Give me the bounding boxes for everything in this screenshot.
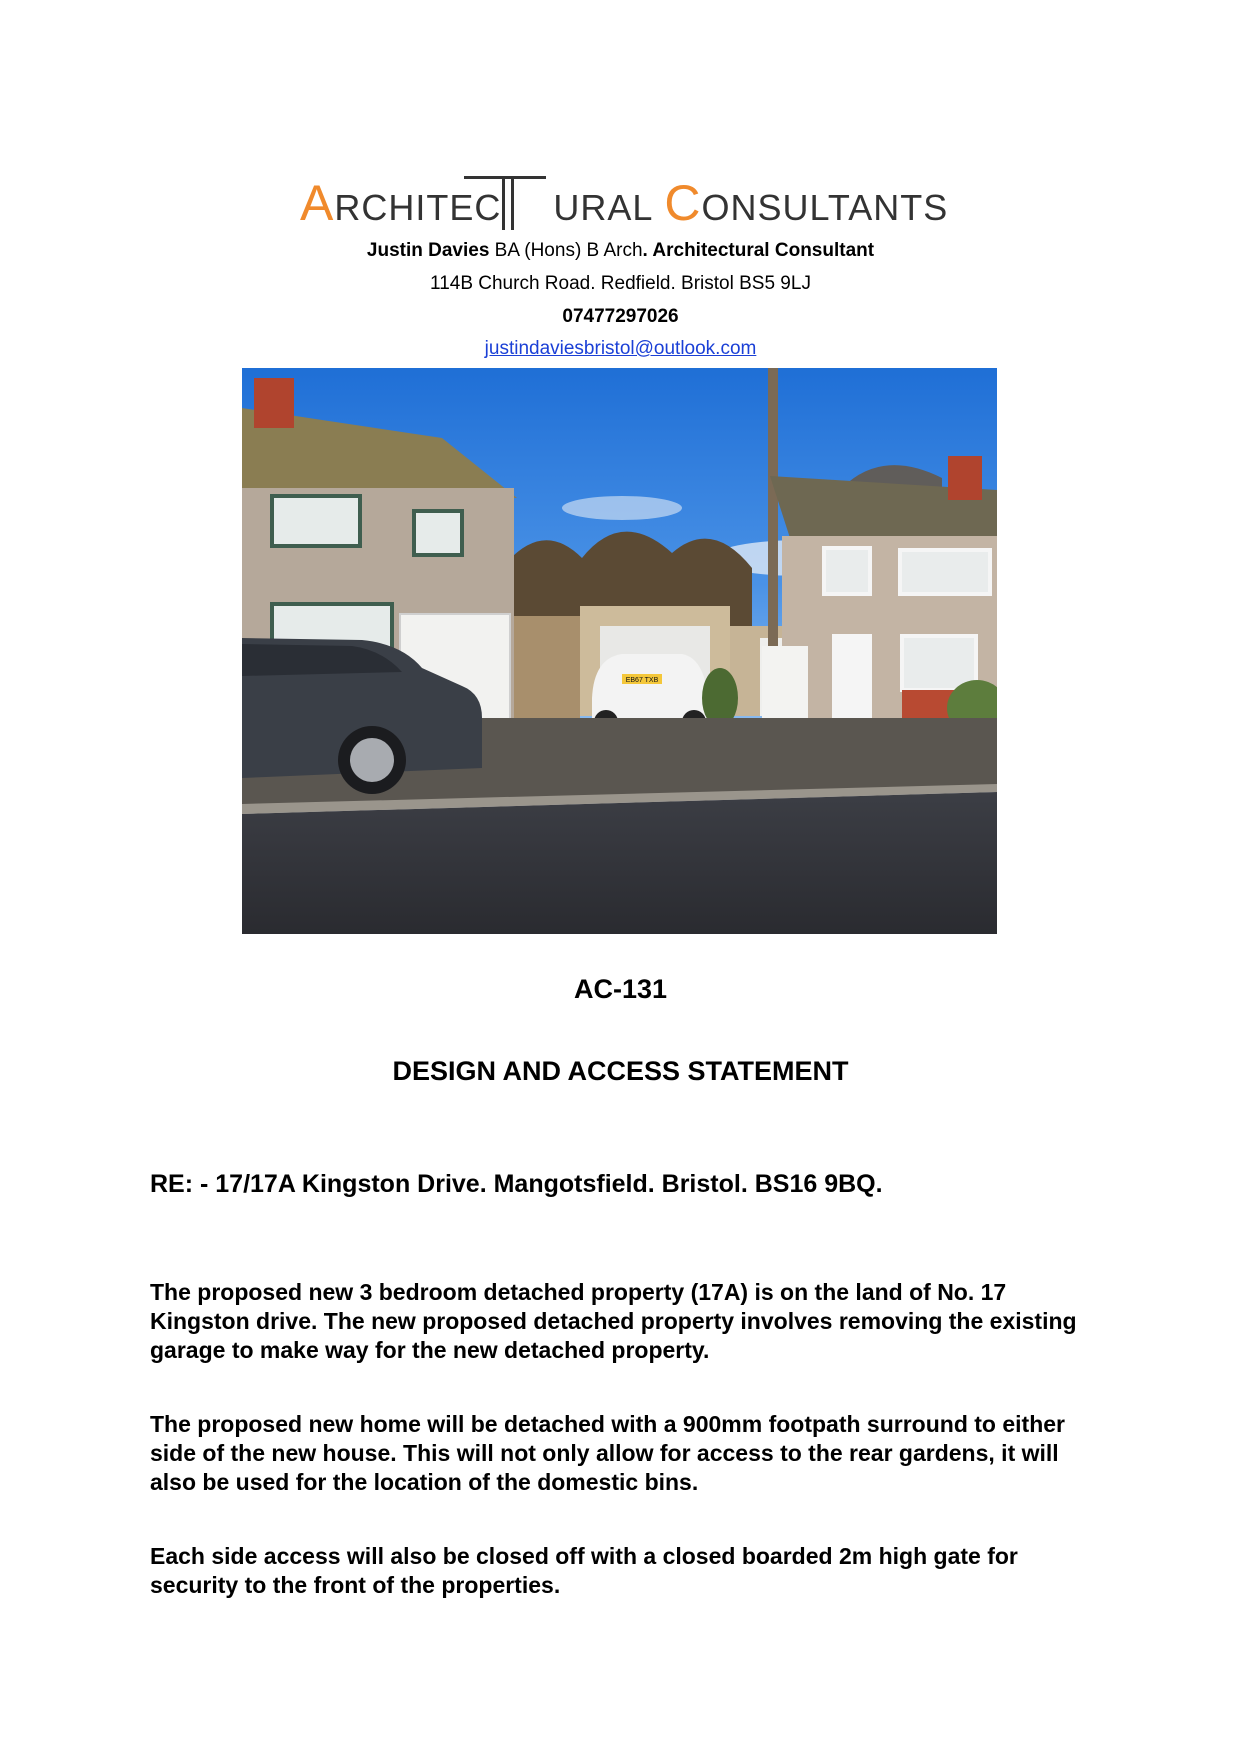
right-window-upper-left xyxy=(824,548,870,594)
header-phone: 07477297026 xyxy=(562,306,679,327)
logo-letter-a: A xyxy=(300,175,335,231)
right-garage-door xyxy=(762,646,808,730)
header-name-line xyxy=(0,240,1241,262)
header-email-line xyxy=(0,338,1241,360)
road xyxy=(242,792,997,934)
site-photo xyxy=(242,368,997,934)
logo-t-stem-left xyxy=(502,176,505,230)
site-photo-illustration xyxy=(242,368,997,934)
right-chimney xyxy=(948,456,982,500)
document-title: DESIGN AND ACCESS STATEMENT xyxy=(392,1056,849,1086)
dark-car-rim xyxy=(350,738,394,782)
left-window-side xyxy=(414,511,462,555)
logo-wordmark xyxy=(300,174,948,232)
logo-text-ural: URAL xyxy=(553,187,654,228)
logo-letter-c: C xyxy=(664,175,702,231)
right-window-upper-right xyxy=(900,550,990,594)
left-chimney xyxy=(254,378,294,428)
right-window-lower xyxy=(902,636,976,690)
header-address: 114B Church Road. Redfield. Bristol BS5 9LJ xyxy=(430,273,811,294)
fence xyxy=(514,616,580,728)
logo-text-onsultants: ONSULTANTS xyxy=(701,187,949,228)
consultant-qualifications: BA (Hons) B Arch xyxy=(489,240,643,261)
paragraph-2: The proposed new home will be detached with a 900mm footpath surround to either side of the new house. This will not only allow for access to the rear gardens, it will also be used for the location of the domestic bins. xyxy=(150,1411,1065,1495)
consultant-name: Justin Davies xyxy=(366,240,490,261)
logo-t-stem-right xyxy=(511,176,514,230)
company-logo xyxy=(300,168,949,231)
property-reference: RE: - 17/17A Kingston Drive. Mangotsfield. Bristol. BS16 9BQ. xyxy=(150,1170,883,1198)
consultant-role: . Architectural Consultant xyxy=(642,240,875,261)
paragraph-3: Each side access will also be closed off with a closed boarded 2m high gate for security to the front of the properties. xyxy=(150,1543,1018,1598)
email-link[interactable]: justindaviesbristol@outlook.com xyxy=(484,338,757,359)
left-window-upper xyxy=(272,496,360,546)
cloud xyxy=(562,496,682,520)
logo-text-rchitec: RCHITEC xyxy=(334,187,502,228)
paragraph-1: The proposed new 3 bedroom detached property (17A) is on the land of No. 17 Kingston drive. The new proposed detached property involves removing the existing garage to make way for the new detached property. xyxy=(150,1279,1077,1363)
white-car-plate-text: EB67 TXB xyxy=(625,677,659,684)
document-code: AC-131 xyxy=(573,974,668,1004)
right-front-door xyxy=(832,634,872,730)
logo-t-bar xyxy=(464,176,546,179)
